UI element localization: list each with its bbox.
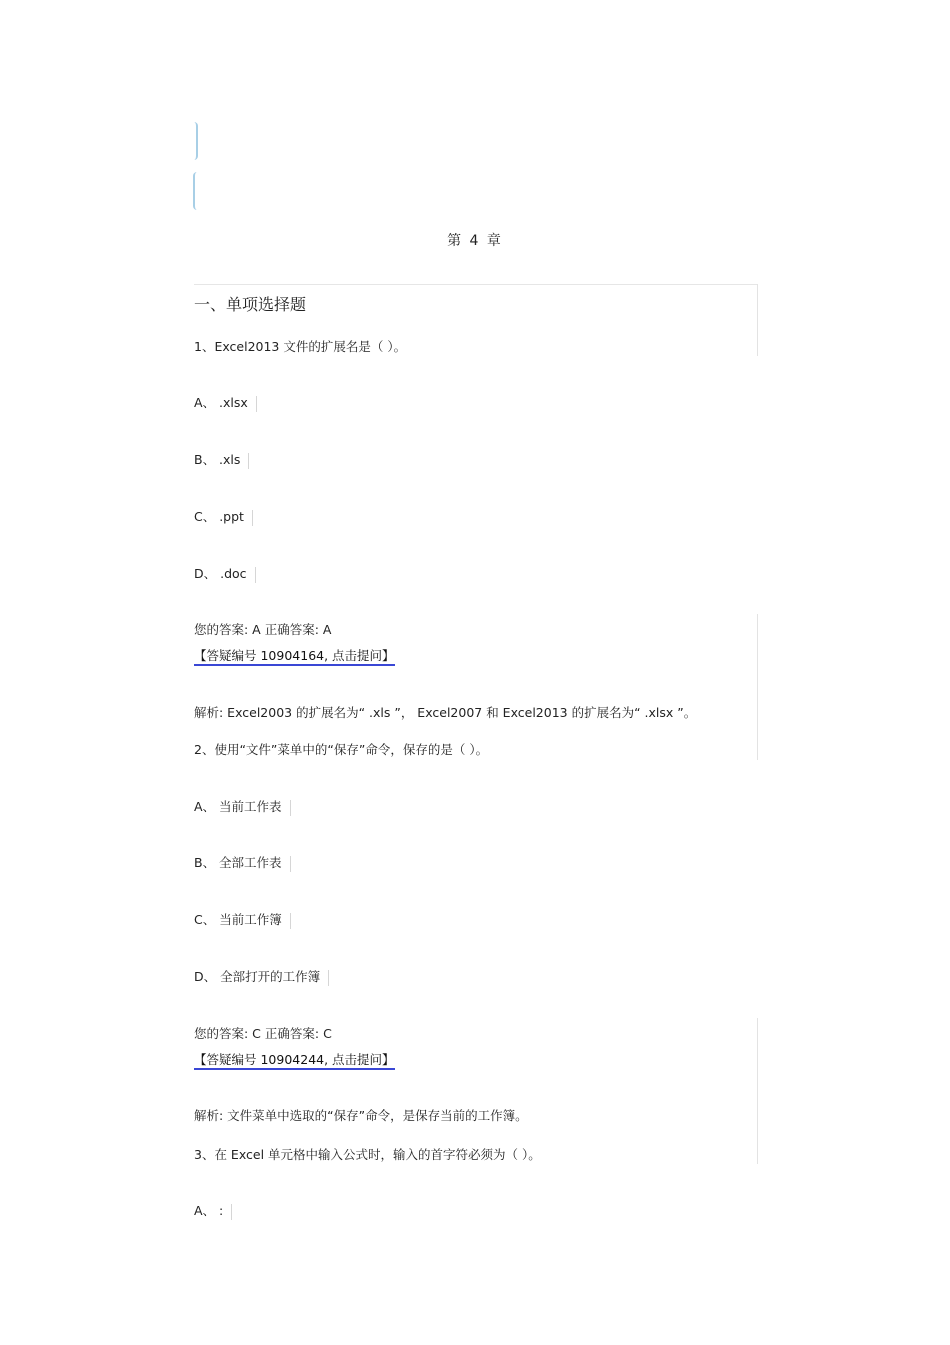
question-2-option-b[interactable]: [194, 855, 291, 872]
option-label: D、 .doc: [194, 566, 247, 581]
option-label: C、 .ppt: [194, 509, 244, 524]
question-2-option-c[interactable]: [194, 912, 291, 929]
question-1-text: 1、Excel2013 文件的扩展名是（ ）。: [194, 339, 407, 354]
question-2-text: 2、使用“文件”菜单中的“保存”命令，保存的是（ ）。: [194, 742, 489, 757]
option-divider: [290, 856, 291, 872]
question-1-answer: 您的答案: A 正确答案: A: [194, 622, 332, 637]
question-2-analysis: 解析: 文件菜单中选取的“保存”命令，是保存当前的工作簿。: [194, 1108, 528, 1123]
chapter-title: 第 4 章: [447, 233, 503, 249]
option-label: C、 当前工作簿: [194, 912, 282, 927]
question-2-option-d[interactable]: [194, 969, 329, 986]
option-divider: [290, 913, 291, 929]
option-divider: [252, 510, 253, 526]
section-rule: [194, 284, 758, 285]
option-divider: [256, 396, 257, 412]
option-label: A、 :: [194, 1203, 224, 1218]
option-divider: [248, 453, 249, 469]
frame-line-3: [757, 1018, 758, 1164]
question-2-qa-link[interactable]: [194, 1052, 395, 1068]
frame-line-1: [757, 284, 758, 356]
margin-bracket-bottom: [193, 172, 199, 210]
question-1-analysis: 解析: Excel2003 的扩展名为“ .xls ”， Excel2007 和 Excel2013 的扩展名为“ .xlsx ”。: [194, 705, 697, 720]
option-divider: [231, 1204, 232, 1220]
option-label: B、 全部工作表: [194, 855, 282, 870]
question-3-text: 3、在 Excel 单元格中输入公式时，输入的首字符必须为（ ）。: [194, 1147, 541, 1162]
option-label: A、 当前工作表: [194, 799, 282, 814]
qa-link-text[interactable]: 【答疑编号 10904164, 点击提问】: [194, 648, 395, 666]
qa-link-text[interactable]: 【答疑编号 10904244, 点击提问】: [194, 1052, 395, 1070]
question-1-option-c[interactable]: [194, 509, 253, 526]
question-3-option-a[interactable]: [194, 1203, 232, 1220]
question-1-option-b[interactable]: [194, 452, 249, 469]
option-label: D、 全部打开的工作簿: [194, 969, 321, 984]
option-divider: [328, 970, 329, 986]
option-divider: [255, 567, 256, 583]
question-1-option-d[interactable]: [194, 566, 256, 583]
option-label: B、 .xls: [194, 452, 241, 467]
question-2-answer: 您的答案: C 正确答案: C: [194, 1026, 332, 1041]
margin-bracket-top: [194, 122, 198, 160]
section-title: 一、单项选择题: [194, 295, 307, 314]
frame-line-2: [757, 614, 758, 760]
question-2-option-a[interactable]: [194, 799, 291, 816]
option-label: A、 .xlsx: [194, 395, 248, 410]
option-divider: [290, 800, 291, 816]
question-1-qa-link[interactable]: [194, 648, 395, 664]
question-1-option-a[interactable]: [194, 395, 257, 412]
